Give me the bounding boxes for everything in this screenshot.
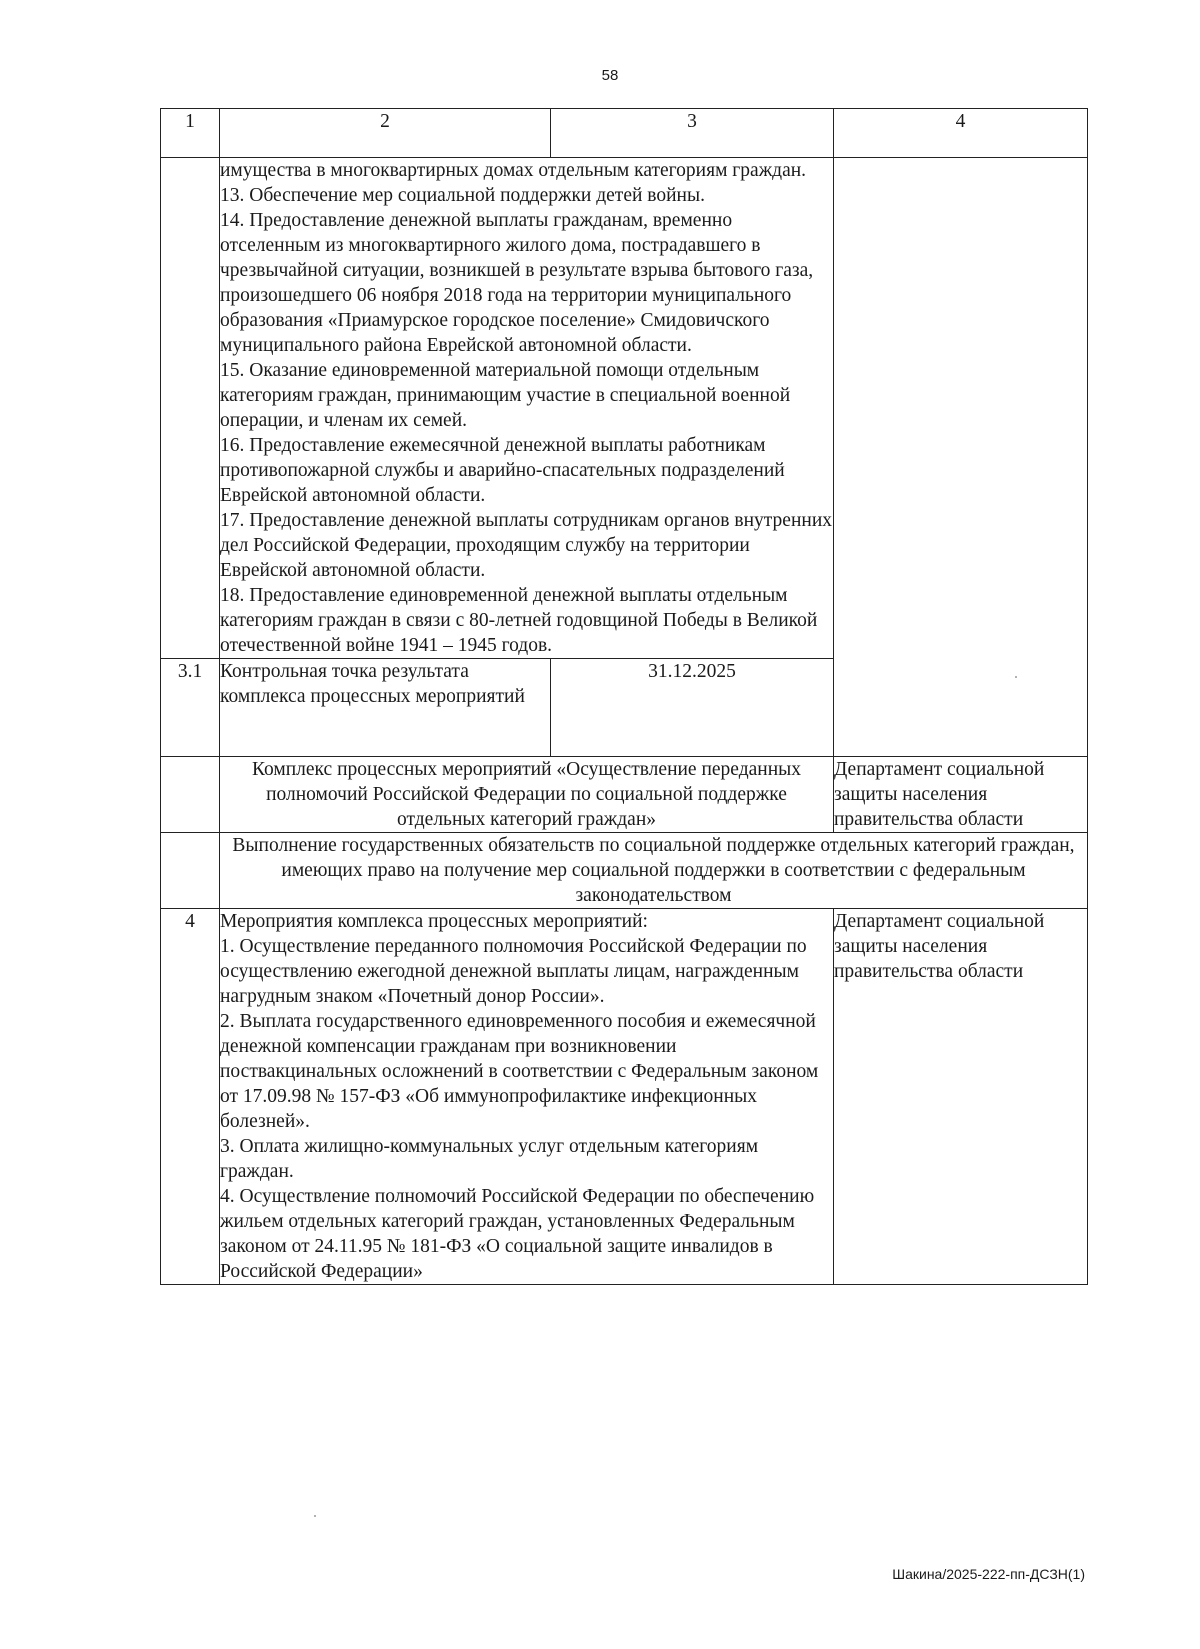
measure-item: 2. Выплата государственного единовременного пособия и ежемесячной денежной компенсации гражданам при возникновении поствакцинальных осложнений в соответствии с Федеральным законом от 17.09.98 № 157-ФЗ «Об иммунопрофилактике инфекционных болезней».	[220, 1011, 819, 1132]
complex-row	[161, 757, 1088, 833]
continuation-item: 18. Предоставление единовременной денежной выплаты отдельным категориям граждан в связи с 80-летней годовщиной Победы в Великой отечественной войне 1941 – 1945 годов.	[220, 585, 818, 656]
continuation-item: 16. Предоставление ежемесячной денежной выплаты работникам противопожарной службы и аварийно-спасательных подразделений Еврейской автономной области.	[220, 435, 785, 506]
goal-row	[161, 833, 1088, 909]
goal-text: Выполнение государственных обязательств по социальной поддержке отдельных категорий граждан, имеющих право на получение мер социальной поддержки в соответствии с федеральным законодательством	[220, 833, 1088, 909]
measure-item: 1. Осуществление переданного полномочия Российской Федерации по осуществлению ежегодной денежной выплаты лицам, награжденным нагрудным знаком «Почетный донор России».	[220, 936, 807, 1007]
header-col-2: 2	[220, 109, 551, 158]
complex-number-cell	[161, 757, 220, 833]
goal-number-cell	[161, 833, 220, 909]
scan-speck	[314, 1515, 316, 1517]
measures-heading: Мероприятия комплекса процессных мероприятий:	[220, 911, 648, 932]
continuation-item: 15. Оказание единовременной материальной помощи отдельным категориям граждан, принимающим участие в специальной военной операции, и членам их семей.	[220, 360, 791, 431]
continuation-responsible-cell	[834, 158, 1088, 757]
continuation-item: 17. Предоставление денежной выплаты сотрудникам органов внутренних дел Российской Федерации, проходящим службу на территории Еврейской автономной области.	[220, 510, 833, 581]
plan-table	[160, 108, 1088, 1285]
continuation-row	[161, 158, 1088, 659]
continuation-item: имущества в многоквартирных домах отдельным категориям граждан.	[220, 160, 807, 181]
complex-responsible: Департамент социальной защиты населения правительства области	[834, 757, 1088, 833]
header-col-4: 4	[834, 109, 1088, 158]
page-number: 58	[601, 67, 619, 84]
continuation-item: 13. Обеспечение мер социальной поддержки детей войны.	[220, 185, 705, 206]
document-code: Шакина/2025-222-пп-ДСЗН(1)	[892, 1566, 1085, 1582]
checkpoint-description: Контрольная точка результата комплекса процессных мероприятий	[220, 659, 551, 757]
continuation-text-cell	[220, 158, 834, 659]
continuation-number-cell	[161, 158, 220, 659]
measures-text-cell	[220, 909, 834, 1285]
complex-title: Комплекс процессных мероприятий «Осуществление переданных полномочий Российской Федерации по социальной поддержке отдельных категорий граждан»	[220, 757, 834, 833]
measures-responsible: Департамент социальной защиты населения правительства области	[834, 909, 1088, 1285]
scan-speck	[1015, 676, 1017, 678]
checkpoint-date: 31.12.2025	[551, 659, 834, 757]
measure-item: 4. Осуществление полномочий Российской Федерации по обеспечению жильем отдельных категорий граждан, установленных Федеральным законом от 24.11.95 № 181-ФЗ «О социальной защите инвалидов в Российской Федерации»	[220, 1186, 815, 1282]
header-col-3: 3	[551, 109, 834, 158]
header-col-1: 1	[161, 109, 220, 158]
header-row	[161, 109, 1088, 158]
measure-item: 3. Оплата жилищно-коммунальных услуг отдельным категориям граждан.	[220, 1136, 759, 1182]
row-number: 3.1	[161, 659, 220, 757]
measures-row	[161, 909, 1088, 1285]
continuation-item: 14. Предоставление денежной выплаты гражданам, временно отселенным из многоквартирного жилого дома, пострадавшего в чрезвычайной ситуации, возникшей в результате взрыва бытового газа, произошедшего 06 ноября 2018 года на территории муниципального образования «Приамурское городское поселение» Смидовичского муниципального района Еврейской автономной области.	[220, 210, 814, 356]
row-number: 4	[161, 909, 220, 1285]
